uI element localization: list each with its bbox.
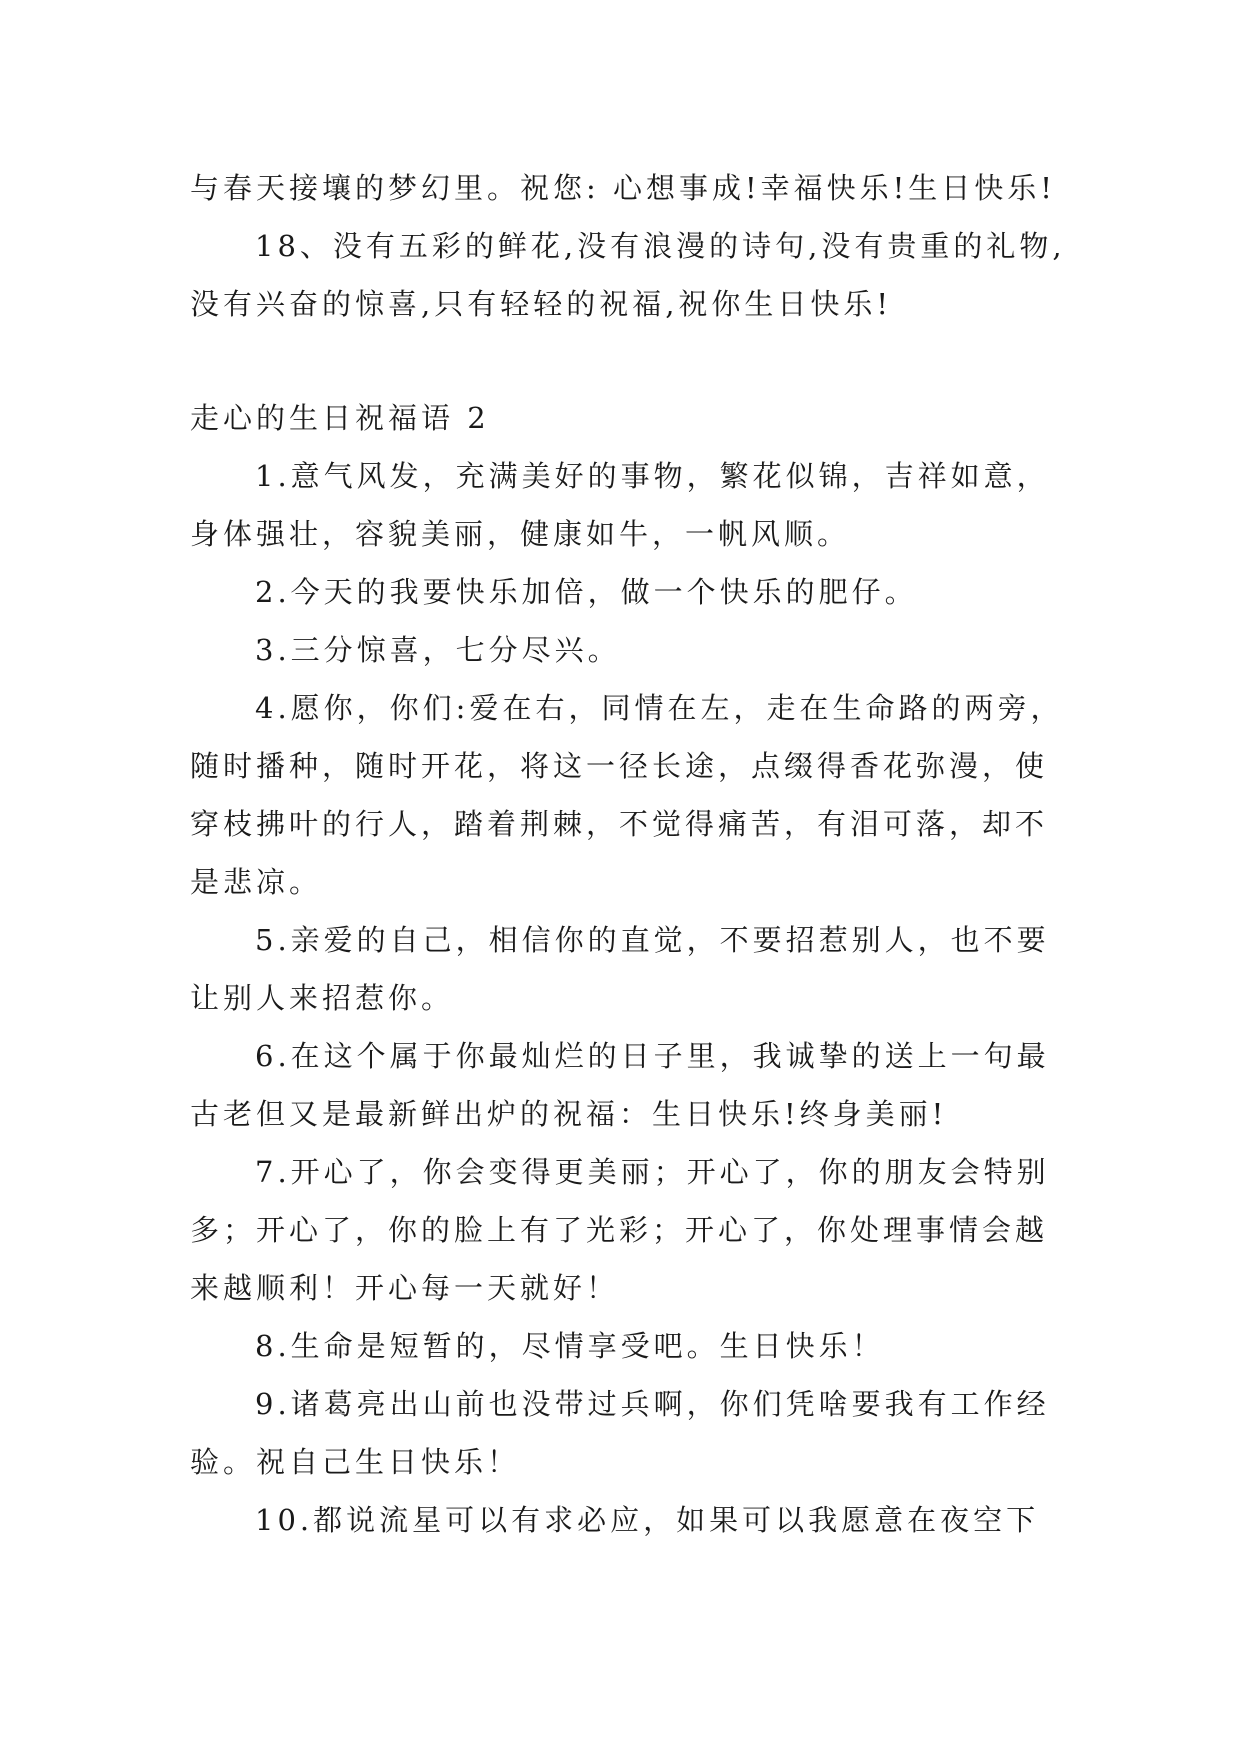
paragraph-line: 10.都说流星可以有求必应，如果可以我愿意在夜空下 (255, 1503, 1040, 1537)
paragraph-line: 没有兴奋的惊喜,只有轻轻的祝福,祝你生日快乐! (190, 287, 893, 321)
paragraph-line: 18、没有五彩的鲜花,没有浪漫的诗句,没有贵重的礼物, (255, 229, 1066, 263)
paragraph-line: 随时播种，随时开花，将这一径长途，点缀得香花弥漫，使 (190, 749, 1049, 783)
paragraph-line: 3.三分惊喜，七分尽兴。 (255, 633, 621, 667)
paragraph-line: 来越顺利！开心每一天就好！ (190, 1271, 620, 1305)
paragraph-line: 4.愿你，你们:爱在右，同情在左，走在生命路的两旁， (255, 691, 1064, 725)
paragraph-line: 验。祝自己生日快乐！ (190, 1445, 521, 1479)
section-heading: 走心的生日祝福语 2 (190, 401, 490, 435)
paragraph-line: 是悲凉。 (190, 865, 323, 899)
paragraph-line: 穿枝拂叶的行人，踏着荆棘，不觉得痛苦，有泪可落，却不 (190, 807, 1049, 841)
paragraph-line: 让别人来招惹你。 (190, 981, 455, 1015)
paragraph-line: 身体强壮，容貌美丽，健康如牛，一帆风顺。 (190, 517, 851, 551)
paragraph-line: 多；开心了，你的脸上有了光彩；开心了，你处理事情会越 (190, 1213, 1049, 1247)
paragraph-line: 9.诸葛亮出山前也没带过兵啊，你们凭啥要我有工作经 (255, 1387, 1050, 1421)
paragraph-line: 与春天接壤的梦幻里。祝您: 心想事成!幸福快乐!生日快乐! (190, 171, 1056, 205)
paragraph-line: 6.在这个属于你最灿烂的日子里，我诚挚的送上一句最 (255, 1039, 1050, 1073)
paragraph-line: 7.开心了，你会变得更美丽；开心了，你的朋友会特别 (255, 1155, 1050, 1189)
paragraph-line: 5.亲爱的自己，相信你的直觉，不要招惹别人，也不要 (255, 923, 1050, 957)
paragraph-line: 古老但又是最新鲜出炉的祝福：生日快乐!终身美丽! (190, 1097, 948, 1131)
paragraph-line: 8.生命是短暂的，尽情享受吧。生日快乐！ (255, 1329, 885, 1363)
paragraph-line: 2.今天的我要快乐加倍，做一个快乐的肥仔。 (255, 575, 918, 609)
paragraph-line: 1.意气风发，充满美好的事物，繁花似锦，吉祥如意， (255, 459, 1050, 493)
